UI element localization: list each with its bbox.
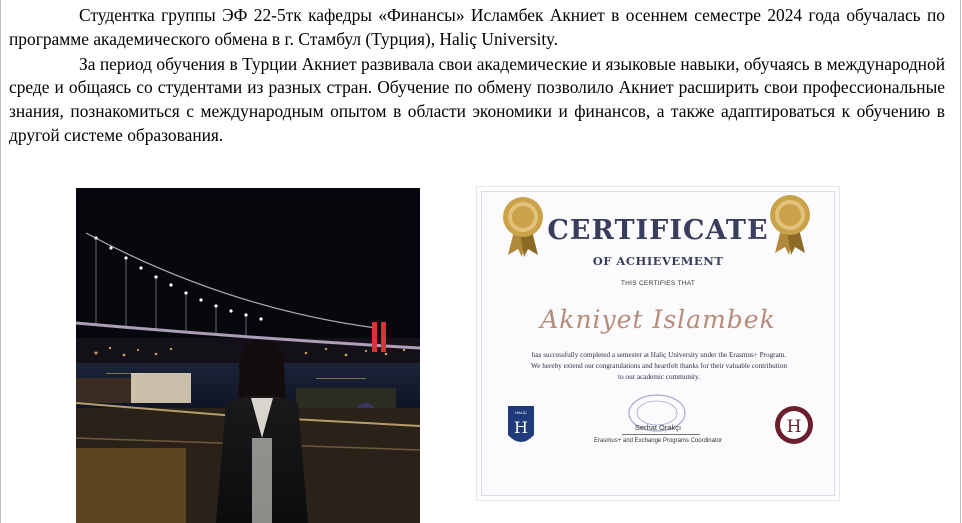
document-text <box>9 4 945 148</box>
certificate-title: CERTIFICATE <box>547 215 769 246</box>
halic-round-seal-icon <box>774 405 814 445</box>
svg-text:HALİÇ: HALİÇ <box>515 410 527 415</box>
certificate-recipient: Akniyet Islambek <box>540 305 776 334</box>
certificate-certifies: THIS CERTIFIES THAT <box>620 280 696 287</box>
certificate-signer: Serhat Orakçı <box>634 423 682 432</box>
certificate-body-line-1: has successfully completed a semester at Haliç University under the Erasmus+ Program. <box>531 351 787 359</box>
paragraph-1: Студентка группы ЭФ 22-5тк кафедры «Финансы» Исламбек Акниет в осеннем семестре 2024 года обучалась по программе академического обмена в г. Стамбул (Турция), Haliç University. <box>9 5 945 49</box>
student-photo <box>76 188 420 523</box>
paragraph-2: За период обучения в Турции Акниет развивала свои академические и языковые навыки, обучаясь в международной среде и общаясь со студентами из разных стран. Обучение по обмену позволило Акниет расширить свои профессиональные знания, познакомиться с международным опытом в области экономики и финансов, а также адаптироваться к обучению в другой системе образования. <box>9 53 945 145</box>
certificate-signer-role: Erasmus+ and Exchange Programs Coordinator <box>594 438 722 444</box>
certificate-body-line-2: We hereby extend our congratulations and heartfelt thanks for their valuable contribution <box>531 362 787 370</box>
halic-shield-logo-icon <box>507 405 535 449</box>
svg-text:H: H <box>514 418 528 437</box>
certificate-body <box>509 350 809 383</box>
night-bosphorus-bridge-photo <box>76 188 420 523</box>
certificate <box>477 187 839 500</box>
svg-text:H: H <box>786 417 802 437</box>
page-border-left <box>0 0 1 523</box>
certificate-subtitle: OF ACHIEVEMENT <box>592 254 724 268</box>
page-border-right <box>960 0 961 523</box>
signature-line <box>622 434 700 435</box>
certificate-body-line-3: to our academic community. <box>618 373 700 381</box>
